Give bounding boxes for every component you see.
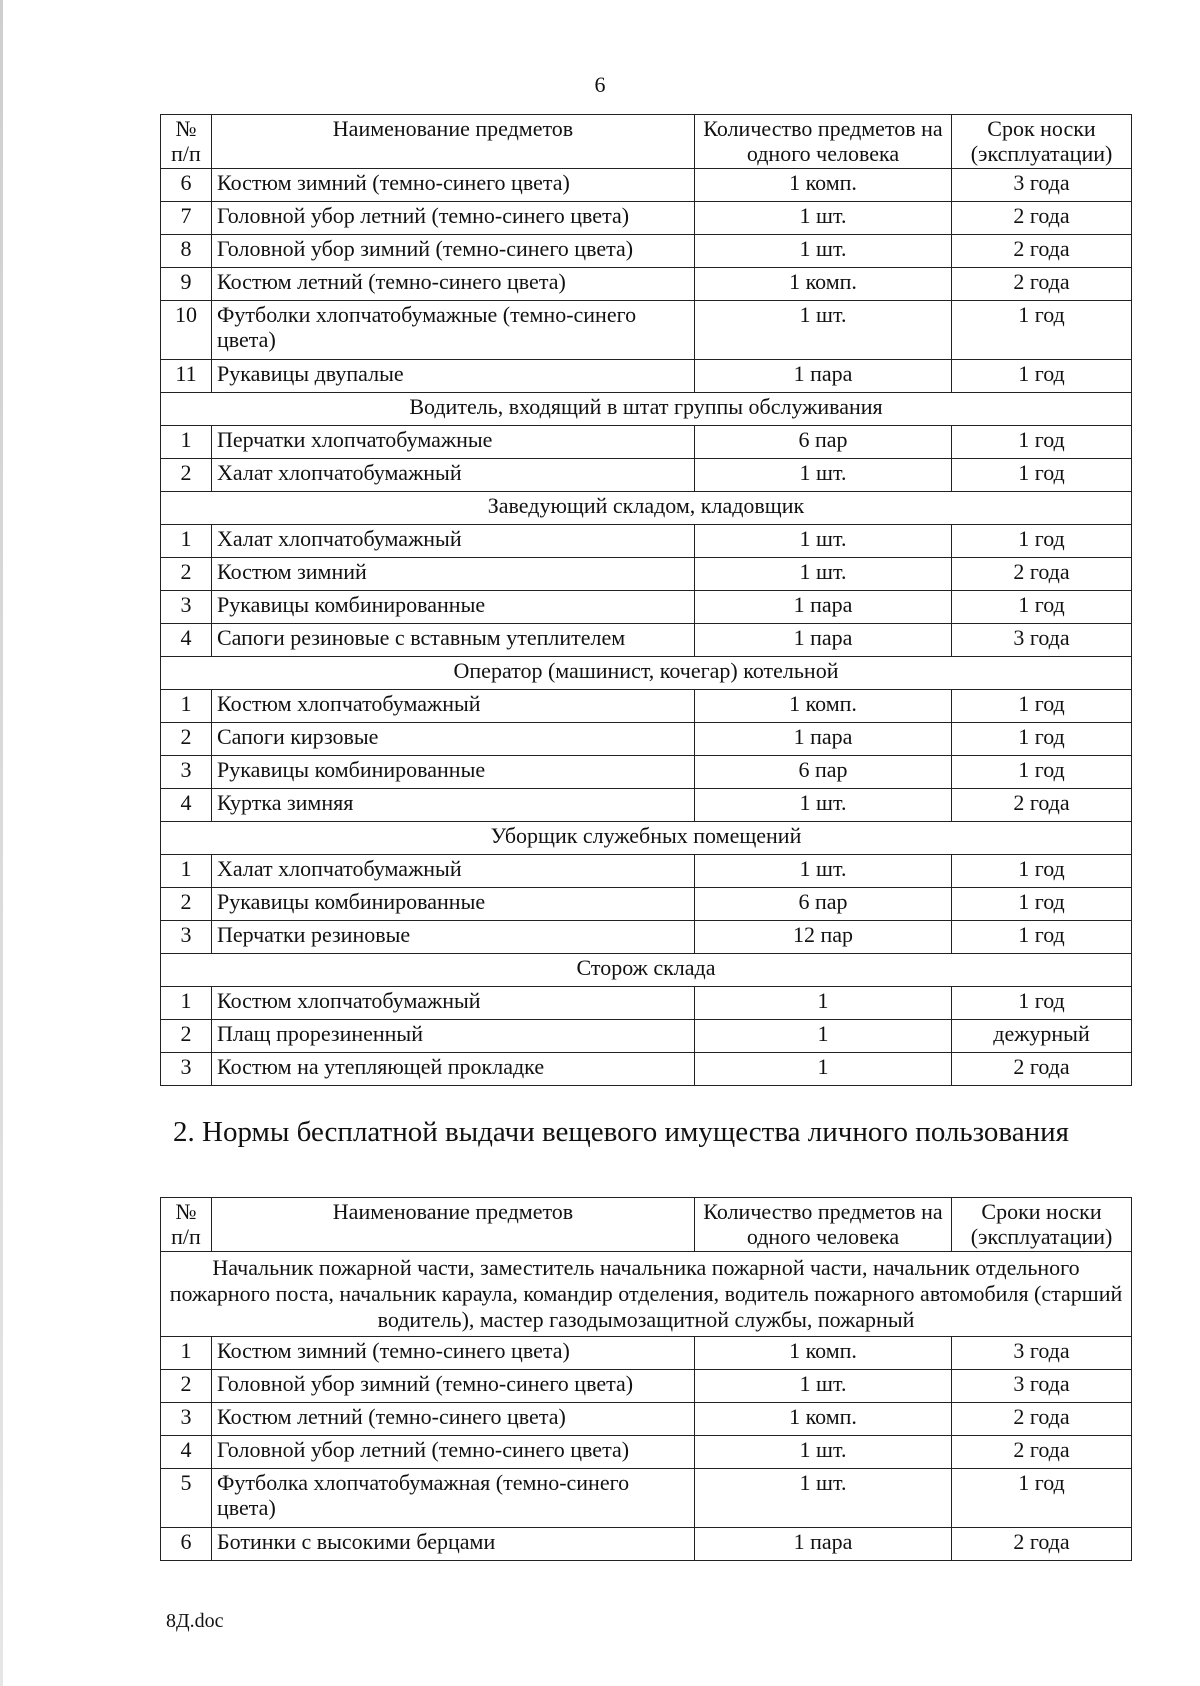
table-row (161, 1020, 1132, 1053)
wear-term: 1 год (952, 723, 1132, 756)
item-quantity: 1 пара (695, 591, 952, 624)
item-name: Головной убор летний (темно-синего цвета) (212, 202, 695, 235)
scan-edge (0, 0, 3, 1686)
item-quantity: 1 пара (695, 1528, 952, 1561)
page-number: 6 (594, 72, 606, 97)
table-row (161, 690, 1132, 723)
norms-table-1 (160, 114, 1132, 1086)
item-name: Футболки хлопчатобумажные (темно-синего цвета) (212, 301, 695, 360)
wear-term: 1 год (952, 301, 1132, 360)
row-num: 2 (161, 459, 212, 492)
item-name: Куртка зимняя (212, 789, 695, 822)
section-title: Сторож склада (161, 954, 1132, 987)
row-num: 8 (161, 235, 212, 268)
section-title: Оператор (машинист, кочегар) котельной (161, 657, 1132, 690)
table-row (161, 1370, 1132, 1403)
table-row (161, 987, 1132, 1020)
item-quantity: 6 пар (695, 426, 952, 459)
wear-term: 3 года (952, 169, 1132, 202)
row-num: 1 (161, 426, 212, 459)
row-num: 4 (161, 789, 212, 822)
header-num: № п/п (161, 115, 212, 169)
section-title: Водитель, входящий в штат группы обслуживания (161, 393, 1132, 426)
norms-table-2 (160, 1197, 1132, 1561)
row-num: 2 (161, 558, 212, 591)
item-name: Сапоги резиновые с вставным утеплителем (212, 624, 695, 657)
row-num: 3 (161, 756, 212, 789)
wear-term: 2 года (952, 1528, 1132, 1561)
item-quantity: 1 комп. (695, 1337, 952, 1370)
item-name: Костюм хлопчатобумажный (212, 690, 695, 723)
item-name: Халат хлопчатобумажный (212, 459, 695, 492)
wear-term: 2 года (952, 789, 1132, 822)
wear-term: 1 год (952, 987, 1132, 1020)
item-name: Ботинки с высокими берцами (212, 1528, 695, 1561)
table-row (161, 921, 1132, 954)
row-num: 3 (161, 591, 212, 624)
item-name: Костюм летний (темно-синего цвета) (212, 1403, 695, 1436)
header-qty: Количество предметов на одного человека (695, 115, 952, 169)
item-name: Костюм зимний (212, 558, 695, 591)
row-num: 6 (161, 1528, 212, 1561)
header-name: Наименование предметов (212, 1198, 695, 1252)
table-row (161, 169, 1132, 202)
item-name: Костюм зимний (темно-синего цвета) (212, 169, 695, 202)
item-name: Перчатки резиновые (212, 921, 695, 954)
table-row (161, 1528, 1132, 1561)
table-row (161, 268, 1132, 301)
item-name: Плащ прорезиненный (212, 1020, 695, 1053)
row-num: 2 (161, 1370, 212, 1403)
table-row (161, 591, 1132, 624)
item-name: Перчатки хлопчатобумажные (212, 426, 695, 459)
row-num: 2 (161, 723, 212, 756)
item-quantity: 1 шт. (695, 789, 952, 822)
wear-term: 2 года (952, 1053, 1132, 1086)
item-name: Футболка хлопчатобумажная (темно-синего цвета) (212, 1469, 695, 1528)
header-term: Срок носки (эксплуатации) (952, 115, 1132, 169)
section-row (161, 1252, 1132, 1337)
wear-term: 1 год (952, 1469, 1132, 1528)
table-row (161, 235, 1132, 268)
item-quantity: 1 комп. (695, 690, 952, 723)
item-name: Костюм зимний (темно-синего цвета) (212, 1337, 695, 1370)
item-quantity: 1 шт. (695, 202, 952, 235)
table-row (161, 558, 1132, 591)
item-quantity: 1 пара (695, 624, 952, 657)
table-row (161, 888, 1132, 921)
file-name-footer: 8Д.doc (166, 1610, 224, 1632)
item-name: Головной убор летний (темно-синего цвета) (212, 1436, 695, 1469)
item-quantity: 1 шт. (695, 558, 952, 591)
item-quantity: 1 шт. (695, 1469, 952, 1528)
row-num: 3 (161, 1403, 212, 1436)
item-quantity: 1 шт. (695, 459, 952, 492)
item-quantity: 1 шт. (695, 1370, 952, 1403)
item-quantity: 1 комп. (695, 169, 952, 202)
wear-term: 1 год (952, 888, 1132, 921)
wear-term: 1 год (952, 591, 1132, 624)
wear-term: 1 год (952, 459, 1132, 492)
wear-term: 1 год (952, 921, 1132, 954)
table-header-row (161, 1198, 1132, 1252)
item-name: Сапоги кирзовые (212, 723, 695, 756)
table-row (161, 789, 1132, 822)
item-quantity: 6 пар (695, 888, 952, 921)
item-quantity: 1 пара (695, 723, 952, 756)
table-row (161, 525, 1132, 558)
wear-term: 2 года (952, 1403, 1132, 1436)
row-num: 9 (161, 268, 212, 301)
section-row (161, 393, 1132, 426)
header-term: Сроки носки (эксплуатации) (952, 1198, 1132, 1252)
wear-term: 2 года (952, 268, 1132, 301)
row-num: 3 (161, 1053, 212, 1086)
table-row (161, 624, 1132, 657)
row-num: 1 (161, 525, 212, 558)
item-quantity: 1 (695, 1053, 952, 1086)
section-row (161, 657, 1132, 690)
row-num: 11 (161, 360, 212, 393)
wear-term: 2 года (952, 558, 1132, 591)
table-row (161, 855, 1132, 888)
table-row (161, 756, 1132, 789)
item-name: Халат хлопчатобумажный (212, 855, 695, 888)
row-num: 6 (161, 169, 212, 202)
item-name: Рукавицы комбинированные (212, 591, 695, 624)
table-row (161, 301, 1132, 360)
row-num: 1 (161, 855, 212, 888)
wear-term: 1 год (952, 525, 1132, 558)
table-row (161, 1403, 1132, 1436)
table-row (161, 1469, 1132, 1528)
section-row (161, 954, 1132, 987)
table-row (161, 202, 1132, 235)
wear-term: 3 года (952, 624, 1132, 657)
table-row (161, 1053, 1132, 1086)
section-row (161, 822, 1132, 855)
section-title: Заведующий складом, кладовщик (161, 492, 1132, 525)
section-row (161, 492, 1132, 525)
row-num: 1 (161, 1337, 212, 1370)
table-row (161, 459, 1132, 492)
section-heading: 2. Нормы бесплатной выдачи вещевого имущества личного пользования (173, 1116, 1069, 1148)
row-num: 4 (161, 624, 212, 657)
wear-term: 1 год (952, 855, 1132, 888)
item-name: Костюм летний (темно-синего цвета) (212, 268, 695, 301)
row-num: 2 (161, 888, 212, 921)
header-name: Наименование предметов (212, 115, 695, 169)
wear-term: 1 год (952, 756, 1132, 789)
table-row (161, 1436, 1132, 1469)
wear-term: 1 год (952, 426, 1132, 459)
row-num: 10 (161, 301, 212, 360)
wear-term: 3 года (952, 1337, 1132, 1370)
item-quantity: 1 шт. (695, 525, 952, 558)
item-name: Рукавицы комбинированные (212, 756, 695, 789)
wear-term: 2 года (952, 1436, 1132, 1469)
table-row (161, 360, 1132, 393)
wear-term: 2 года (952, 235, 1132, 268)
table-row (161, 723, 1132, 756)
wear-term: 3 года (952, 1370, 1132, 1403)
table-row (161, 1337, 1132, 1370)
item-name: Головной убор зимний (темно-синего цвета) (212, 235, 695, 268)
wear-term: 1 год (952, 360, 1132, 393)
item-name: Рукавицы комбинированные (212, 888, 695, 921)
row-num: 4 (161, 1436, 212, 1469)
row-num: 3 (161, 921, 212, 954)
item-quantity: 1 шт. (695, 855, 952, 888)
item-quantity: 1 (695, 1020, 952, 1053)
section-title: Уборщик служебных помещений (161, 822, 1132, 855)
header-num: № п/п (161, 1198, 212, 1252)
table-row (161, 426, 1132, 459)
item-quantity: 6 пар (695, 756, 952, 789)
item-name: Головной убор зимний (темно-синего цвета) (212, 1370, 695, 1403)
item-quantity: 1 комп. (695, 1403, 952, 1436)
item-name: Халат хлопчатобумажный (212, 525, 695, 558)
item-quantity: 12 пар (695, 921, 952, 954)
item-name: Костюм на утепляющей прокладке (212, 1053, 695, 1086)
item-quantity: 1 комп. (695, 268, 952, 301)
table-header-row (161, 115, 1132, 169)
table-body (161, 169, 1132, 1086)
wear-term: 1 год (952, 690, 1132, 723)
wear-term: дежурный (952, 1020, 1132, 1053)
row-num: 7 (161, 202, 212, 235)
item-quantity: 1 шт. (695, 1436, 952, 1469)
header-qty: Количество предметов на одного человека (695, 1198, 952, 1252)
item-quantity: 1 шт. (695, 301, 952, 360)
item-quantity: 1 (695, 987, 952, 1020)
row-num: 1 (161, 690, 212, 723)
item-quantity: 1 шт. (695, 235, 952, 268)
row-num: 2 (161, 1020, 212, 1053)
row-num: 1 (161, 987, 212, 1020)
section-title: Начальник пожарной части, заместитель начальника пожарной части, начальник отдельного пожарного поста, начальник караула, командир отделения, водитель пожарного автомобиля (старший водитель), мастер газодымозащитной службы, пожарный (161, 1252, 1132, 1337)
item-quantity: 1 пара (695, 360, 952, 393)
item-name: Рукавицы двупалые (212, 360, 695, 393)
item-name: Костюм хлопчатобумажный (212, 987, 695, 1020)
table-body (161, 1252, 1132, 1561)
wear-term: 2 года (952, 202, 1132, 235)
row-num: 5 (161, 1469, 212, 1528)
